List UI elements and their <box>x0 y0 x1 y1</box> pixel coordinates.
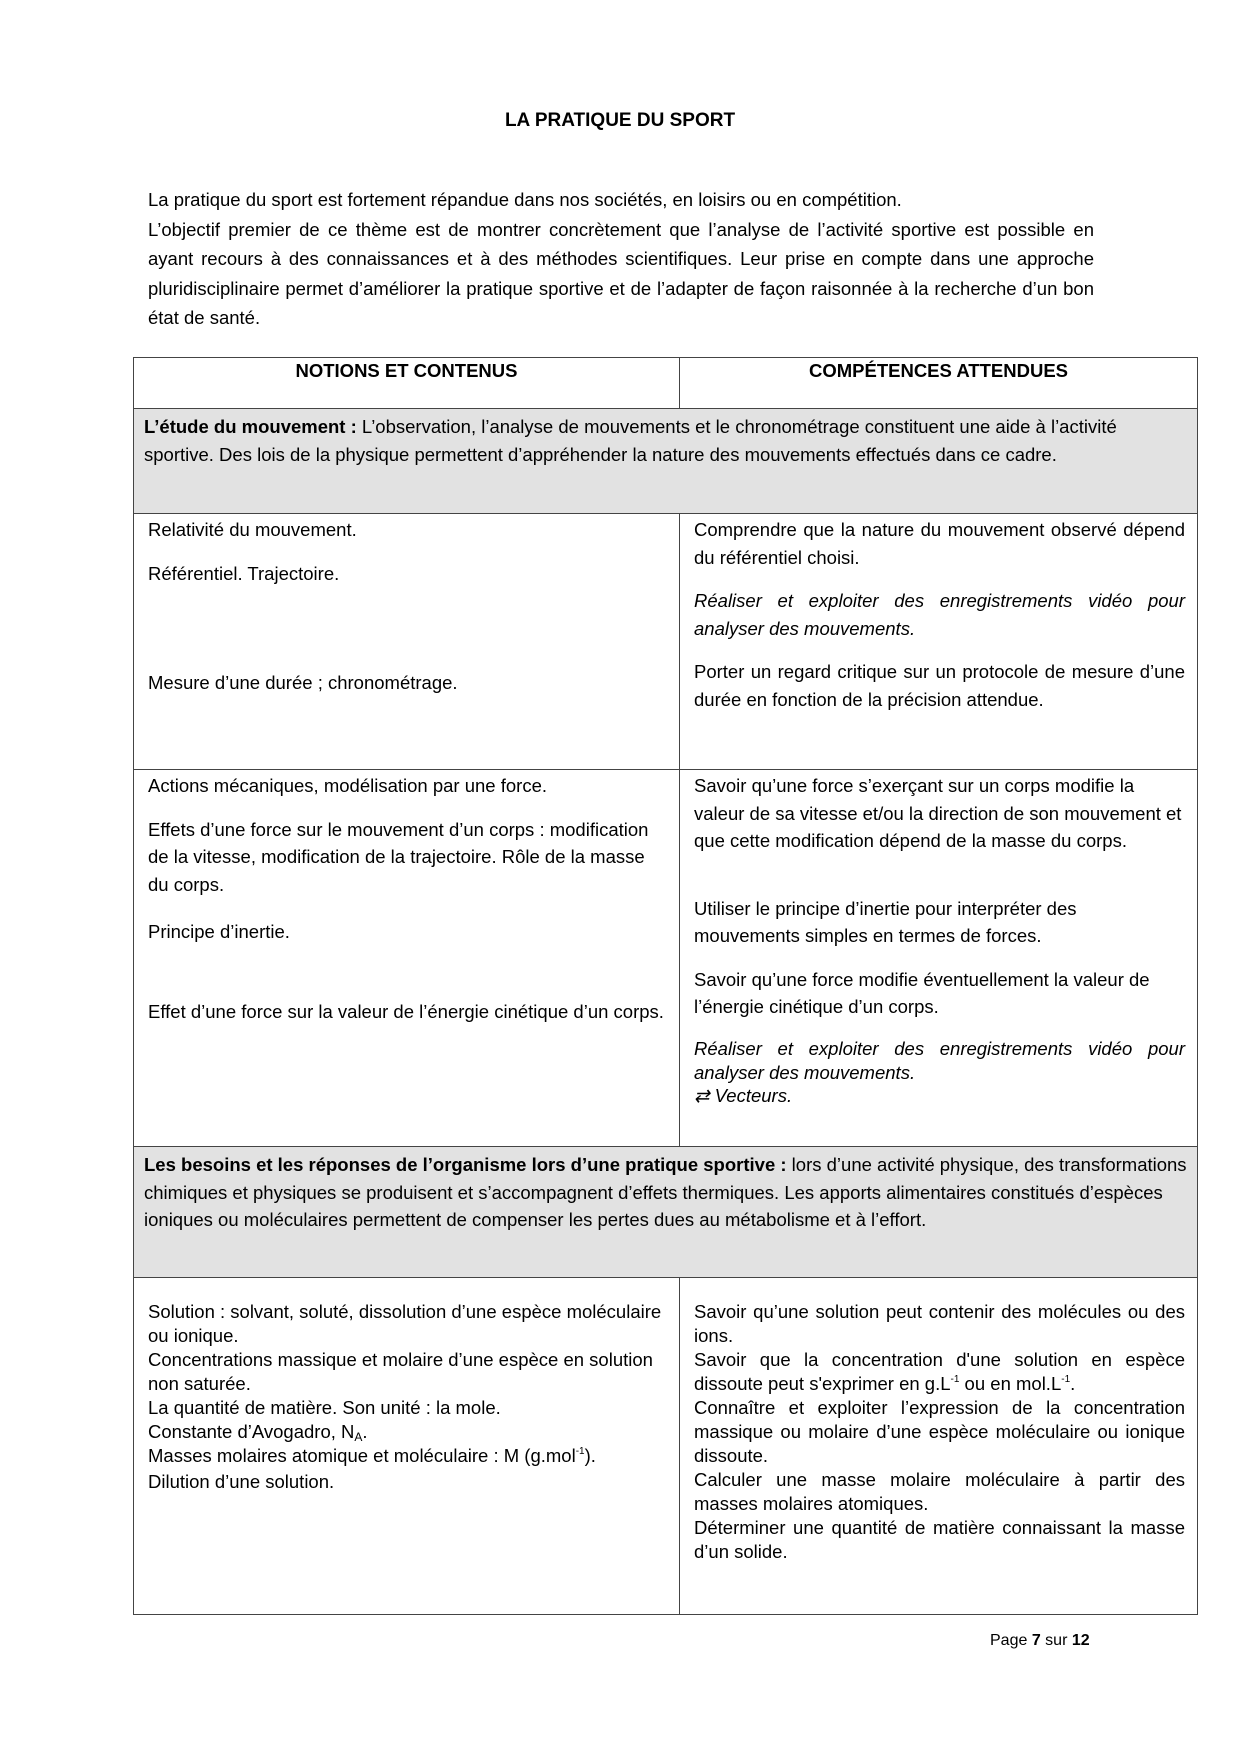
notion-item: Effet d’une force sur la valeur de l’énergie cinétique d’un corps. <box>148 1000 664 1022</box>
table-row <box>134 770 1198 1147</box>
exponent: -1 <box>950 1374 960 1385</box>
competence-item: Savoir qu’une force modifie éventuellement la valeur de l’énergie cinétique d’un corps. <box>694 968 1150 1017</box>
notions-cell <box>134 514 680 770</box>
page-total: 12 <box>1071 1632 1090 1649</box>
header-notions: NOTIONS ET CONTENUS <box>134 358 680 409</box>
notion-item <box>148 1420 667 1444</box>
table-row <box>134 514 1198 770</box>
notion-item: Principe d’inertie. <box>148 921 290 942</box>
section-heading: L’étude du mouvement : <box>144 416 357 437</box>
competences-cell <box>680 514 1198 770</box>
section-band-organism <box>134 1147 1198 1278</box>
section-heading: Les besoins et les réponses de l’organisme lors d’une pratique sportive : <box>144 1154 787 1175</box>
page-label: Page <box>990 1632 1032 1649</box>
punctuation: . <box>1070 1373 1076 1394</box>
table-row <box>134 1278 1198 1615</box>
competence-item: Savoir qu’une solution peut contenir des molécules ou des ions. <box>694 1301 1185 1346</box>
concentration-text: Savoir que la concentration d'une solution en espèce dissoute peut s'exprimer en g.L <box>694 1349 1185 1394</box>
section-intro <box>134 409 1198 514</box>
notions-cell <box>134 770 680 1147</box>
page-current: 7 <box>1031 1632 1041 1649</box>
notion-item: Dilution d’une solution. <box>148 1471 335 1492</box>
program-table <box>133 357 1198 1615</box>
avogadro-text: Constante d’Avogadro, N <box>148 1421 355 1442</box>
notion-item: La quantité de matière. Son unité : la mole. <box>148 1397 501 1418</box>
molar-mass-text: Masses molaires atomique et moléculaire : M (g.mol <box>148 1445 576 1466</box>
competence-item: Porter un regard critique sur un protocole de mesure d’une durée en fonction de la précision attendue. <box>694 661 1185 710</box>
competences-cell <box>680 1278 1198 1615</box>
notion-item: Concentrations massique et molaire d’une espèce en solution non saturée. <box>148 1349 653 1394</box>
competence-item: Déterminer une quantité de matière connaissant la masse d’un solide. <box>694 1517 1185 1562</box>
competence-item: Réaliser et exploiter des enregistrements vidéo pour analyser des mouvements. <box>694 590 1185 639</box>
notion-item: Effets d’une force sur le mouvement d’un corps : modification de la vitesse, modification de la trajectoire. Rôle de la masse du corps. <box>148 818 649 895</box>
document-title: LA PRATIQUE DU SPORT <box>504 110 736 131</box>
page-number <box>990 1632 1090 1650</box>
competences-cell <box>680 770 1198 1147</box>
intro-paragraph: La pratique du sport est fortement répandue dans nos sociétés, en loisirs ou en compétition. <box>148 189 902 210</box>
section-text: L’observation, l’analyse de mouvements et le chronométrage constituent une aide à l’activité sportive. Des lois de la physique permettent d’appréhender la nature des mouvements effectués dans ce cadre. <box>144 416 1117 465</box>
notion-item: Mesure d’une durée ; chronométrage. <box>148 672 458 693</box>
page-separator: sur <box>1040 1632 1072 1649</box>
table-header-row <box>134 358 1198 409</box>
section-text: lors d’une activité physique, des transformations chimiques et physiques se produisent et s’accompagnent d’effets thermiques. Les apports alimentaires constitués d’espèces ioniques ou moléculaires permettent de compenser les pertes dues au métabolisme et à l’effort. <box>144 1154 1187 1230</box>
header-competences: COMPÉTENCES ATTENDUES <box>680 358 1198 409</box>
exponent: -1 <box>575 1446 585 1457</box>
punctuation: . <box>362 1421 368 1442</box>
competence-item <box>694 1348 1185 1396</box>
intro-section <box>148 185 1094 333</box>
competence-item: Savoir qu’une force s’exerçant sur un corps modifie la valeur de sa vitesse et/ou la direction de son mouvement et que cette modification dépend de la masse du corps. <box>694 775 1182 851</box>
competence-item: Utiliser le principe d’inertie pour interpréter des mouvements simples en termes de forces. <box>694 897 1077 946</box>
competence-item: Réaliser et exploiter des enregistrements vidéo pour analyser des mouvements. <box>694 1037 1185 1083</box>
intro-paragraph: L’objectif premier de ce thème est de montrer concrètement que l’analyse de l’activité sportive est possible en ayant recours à des connaissances et à des méthodes scientifiques. Leur prise en compte dans une approche pluridisciplinaire permet d’améliorer la pratique sportive et de l’adapter de façon raisonnée à la recherche d’un bon état de santé. <box>148 218 1094 328</box>
notion-item: Référentiel. Trajectoire. <box>148 562 340 584</box>
concentration-text: ou en mol.L <box>959 1373 1062 1394</box>
notion-item: Actions mécaniques, modélisation par une force. <box>148 775 547 796</box>
punctuation: ). <box>584 1445 596 1466</box>
section-intro <box>134 1147 1198 1278</box>
competence-item: Connaître et exploiter l’expression de la concentration massique ou molaire d’une espèce moléculaire ou ionique dissoute. <box>694 1397 1185 1466</box>
exponent: -1 <box>1061 1374 1071 1385</box>
notion-item <box>148 1444 667 1468</box>
notions-cell <box>134 1278 680 1615</box>
notion-item: Solution : solvant, soluté, dissolution d’une espèce moléculaire ou ionique. <box>148 1301 662 1346</box>
notion-item: Relativité du mouvement. <box>148 519 357 540</box>
vectors-link: ⇄ Vecteurs. <box>694 1084 793 1106</box>
avogadro-subscript: A <box>354 1430 363 1444</box>
competence-item: Calculer une masse molaire moléculaire à partir des masses molaires atomiques. <box>694 1469 1185 1514</box>
section-band-movement <box>134 409 1198 514</box>
competence-item: Comprendre que la nature du mouvement observé dépend du référentiel choisi. <box>694 519 1185 568</box>
